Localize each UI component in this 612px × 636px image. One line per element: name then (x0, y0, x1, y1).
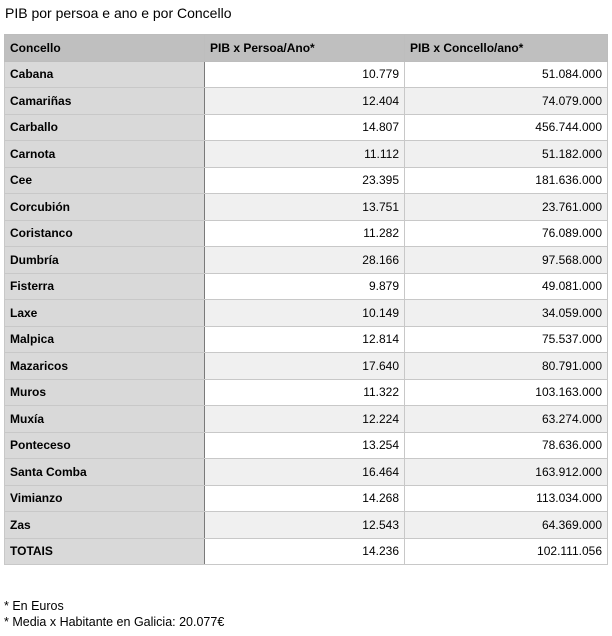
pib-persoa-cell: 14.268 (205, 485, 405, 512)
table-row (5, 247, 608, 274)
pib-concello-cell: 64.369.000 (405, 512, 608, 539)
concello-cell: Fisterra (5, 273, 205, 300)
pib-persoa-cell: 11.282 (205, 220, 405, 247)
header-pib-persoa: PIB x Persoa/Ano* (205, 35, 405, 62)
table-header-row (5, 35, 608, 62)
concello-cell: Camariñas (5, 88, 205, 115)
concello-cell: Vimianzo (5, 485, 205, 512)
table-row (5, 512, 608, 539)
table-row (5, 353, 608, 380)
table-row (5, 459, 608, 486)
footnote-currency: * En Euros (4, 599, 64, 613)
pib-persoa-cell: 28.166 (205, 247, 405, 274)
pib-persoa-cell: 12.543 (205, 512, 405, 539)
pib-persoa-cell: 12.404 (205, 88, 405, 115)
page-title: PIB por persoa e ano e por Concello (5, 5, 232, 21)
pib-concello-cell: 163.912.000 (405, 459, 608, 486)
concello-cell: Zas (5, 512, 205, 539)
table-row (5, 194, 608, 221)
concello-cell: Cabana (5, 61, 205, 88)
header-concello: Concello (5, 35, 205, 62)
pib-concello-cell: 103.163.000 (405, 379, 608, 406)
pib-concello-cell: 102.111.056 (405, 538, 608, 565)
concello-cell: Muxía (5, 406, 205, 433)
pib-persoa-cell: 12.224 (205, 406, 405, 433)
pib-persoa-cell: 17.640 (205, 353, 405, 380)
pib-concello-cell: 113.034.000 (405, 485, 608, 512)
concello-cell: Muros (5, 379, 205, 406)
pib-concello-cell: 74.079.000 (405, 88, 608, 115)
pib-concello-cell: 181.636.000 (405, 167, 608, 194)
table-row (5, 61, 608, 88)
pib-concello-cell: 97.568.000 (405, 247, 608, 274)
pib-persoa-cell: 11.112 (205, 141, 405, 168)
header-pib-concello: PIB x Concello/ano* (405, 35, 608, 62)
table-row (5, 300, 608, 327)
pib-concello-cell: 78.636.000 (405, 432, 608, 459)
pib-persoa-cell: 13.751 (205, 194, 405, 221)
concello-cell: Ponteceso (5, 432, 205, 459)
pib-persoa-cell: 13.254 (205, 432, 405, 459)
table-row (5, 167, 608, 194)
pib-concello-cell: 456.744.000 (405, 114, 608, 141)
concello-cell: Santa Comba (5, 459, 205, 486)
table-row (5, 406, 608, 433)
pib-persoa-cell: 9.879 (205, 273, 405, 300)
footnote-galicia-average: * Media x Habitante en Galicia: 20.077€ (4, 615, 225, 629)
pib-persoa-cell: 14.236 (205, 538, 405, 565)
table-row (5, 273, 608, 300)
pib-concello-cell: 51.182.000 (405, 141, 608, 168)
pib-persoa-cell: 16.464 (205, 459, 405, 486)
pib-concello-cell: 75.537.000 (405, 326, 608, 353)
pib-concello-cell: 80.791.000 (405, 353, 608, 380)
concello-cell: Malpica (5, 326, 205, 353)
concello-cell: Cee (5, 167, 205, 194)
pib-persoa-cell: 14.807 (205, 114, 405, 141)
concello-cell: Laxe (5, 300, 205, 327)
pib-persoa-cell: 23.395 (205, 167, 405, 194)
concello-cell: Mazaricos (5, 353, 205, 380)
pib-concello-cell: 63.274.000 (405, 406, 608, 433)
concello-cell: Dumbría (5, 247, 205, 274)
pib-concello-cell: 34.059.000 (405, 300, 608, 327)
footnotes (4, 598, 224, 630)
concello-cell: Carnota (5, 141, 205, 168)
table-row (5, 141, 608, 168)
pib-persoa-cell: 10.149 (205, 300, 405, 327)
table-row (5, 485, 608, 512)
table-row (5, 432, 608, 459)
table-row (5, 114, 608, 141)
pib-concello-cell: 49.081.000 (405, 273, 608, 300)
concello-cell: Coristanco (5, 220, 205, 247)
pib-persoa-cell: 11.322 (205, 379, 405, 406)
concello-cell: TOTAIS (5, 538, 205, 565)
pib-concello-cell: 51.084.000 (405, 61, 608, 88)
pib-concello-cell: 23.761.000 (405, 194, 608, 221)
concello-cell: Carballo (5, 114, 205, 141)
gdp-table (4, 34, 608, 565)
table-row (5, 88, 608, 115)
pib-persoa-cell: 12.814 (205, 326, 405, 353)
table-row (5, 326, 608, 353)
concello-cell: Corcubión (5, 194, 205, 221)
pib-persoa-cell: 10.779 (205, 61, 405, 88)
table-total-row (5, 538, 608, 565)
table-row (5, 220, 608, 247)
pib-concello-cell: 76.089.000 (405, 220, 608, 247)
table-row (5, 379, 608, 406)
